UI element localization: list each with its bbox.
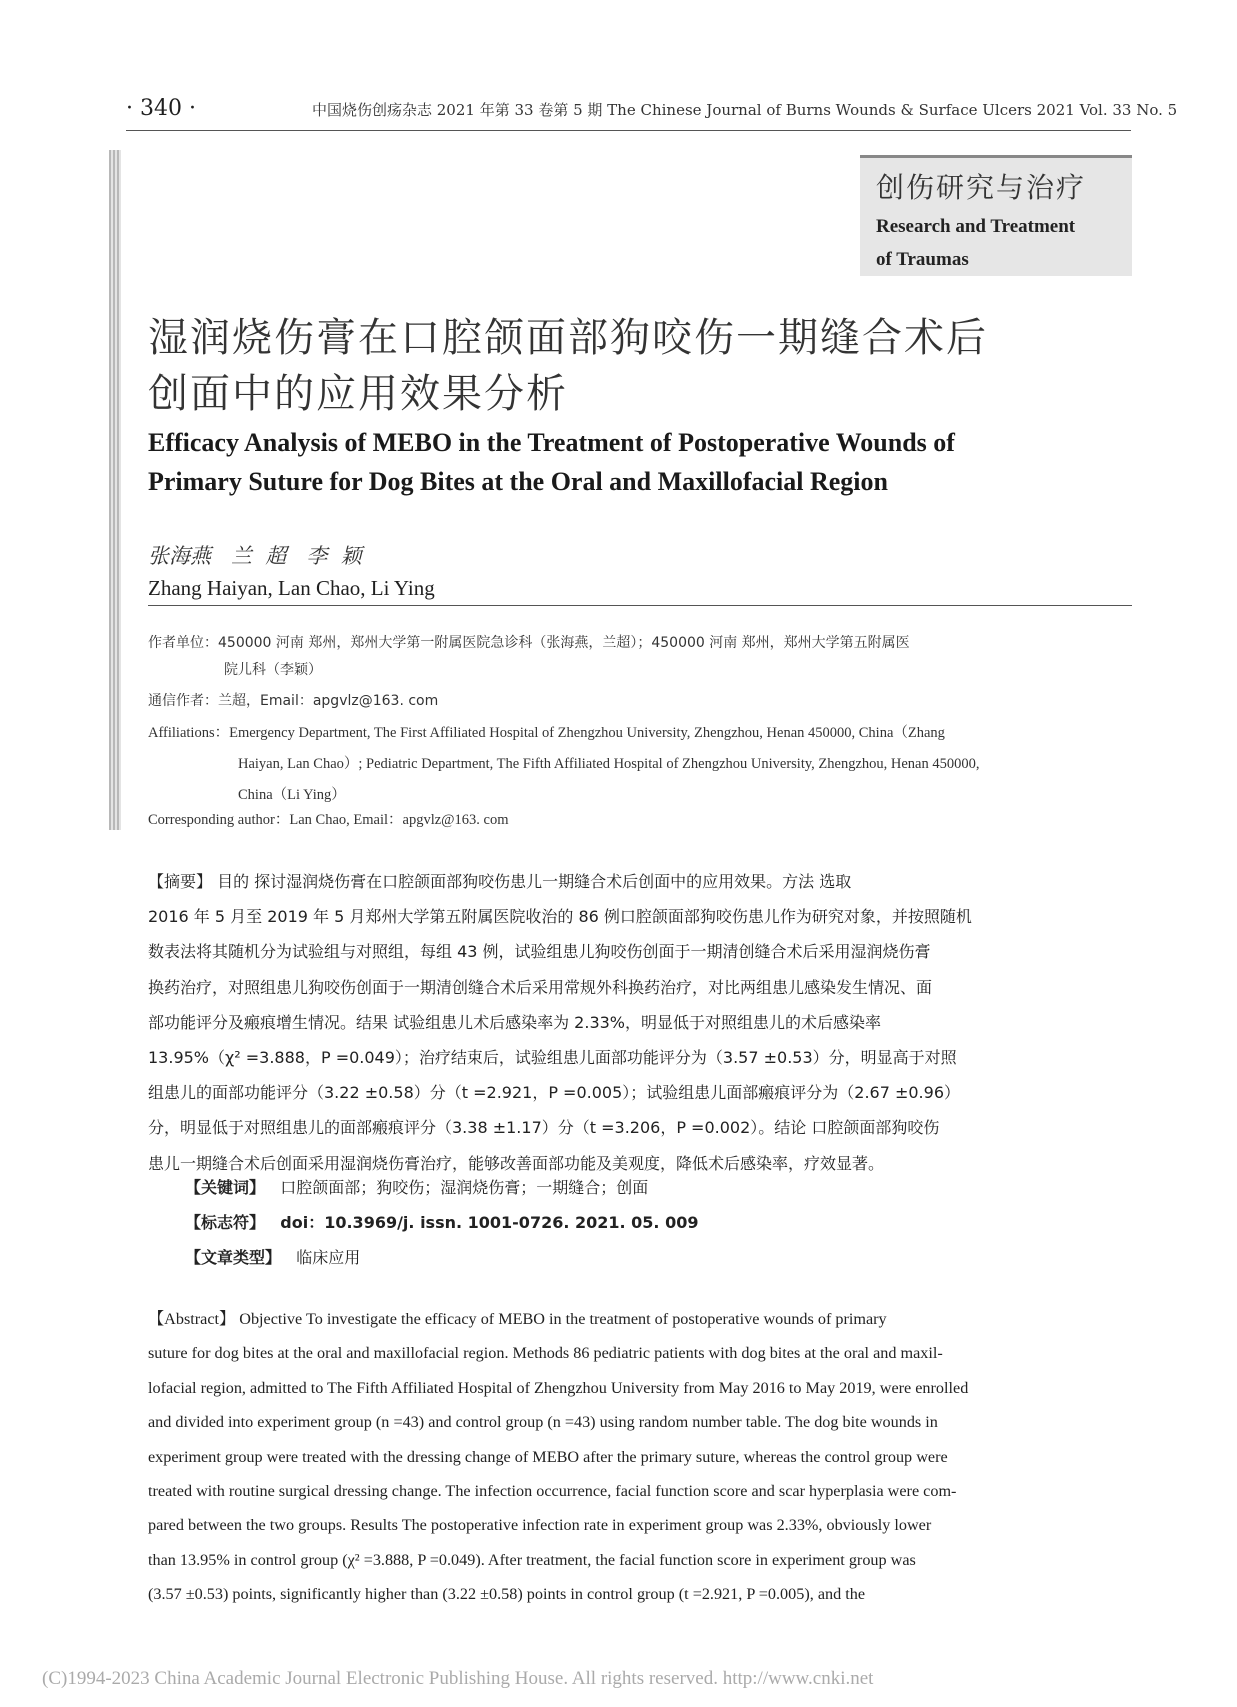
abstract-en-line: than 13.95% in control group (χ² =3.888, P =0.049). After treatment, the facial function score in experiment group was [148, 1550, 916, 1569]
section-label-en-line: of Traumas [876, 249, 969, 270]
article-type-label: 【文章类型】 [185, 1248, 282, 1267]
abstract-cn-line: 【摘要】 目的 探讨湿润烧伤膏在口腔颌面部狗咬伤患儿一期缝合术后创面中的应用效果。方法 选取 [148, 872, 852, 891]
doi-label: 【标志符】 [185, 1213, 266, 1232]
abstract-en-line: (3.57 ±0.53) points, significantly higher than (3.22 ±0.58) points in control group (t =2.921, P =0.005), and the [148, 1585, 866, 1604]
abstract-en [148, 1302, 1133, 1612]
copyright-footer: (C)1994-2023 China Academic Journal Electronic Publishing House. All rights reserved. http://www.cnki.net [42, 1668, 874, 1689]
running-header: 中国烧伤创疡杂志 2021 年第 33 卷第 5 期 The Chinese Journal of Burns Wounds & Surface Ulcers 2021 Vol. 33 No. 5 [312, 101, 1178, 119]
affiliation-en: Affiliations：Emergency Department, The First Affiliated Hospital of Zhengzhou University, Zhengzhou, Henan 450000, China（Zhang [148, 725, 945, 741]
abstract-cn-line: 部功能评分及瘢痕增生情况。结果 试验组患儿术后感染率为 2.33%，明显低于对照组患儿的术后感染率 [148, 1012, 882, 1032]
abstract-en-line: 【Abstract】 Objective To investigate the efficacy of MEBO in the treatment of postoperative wounds of primary [148, 1310, 887, 1328]
section-label-en [876, 210, 1126, 276]
keywords: 口腔颌面部；狗咬伤；湿润烧伤膏；一期缝合；创面 [280, 1178, 649, 1197]
abstract-en-line: and divided into experiment group (n =43) and control group (n =43) using random number table. The dog bite wounds in [148, 1413, 938, 1432]
abstract-cn-line: 13.95%（χ² =3.888，P =0.049）；治疗结束后，试验组患儿面部功能评分为（3.57 ±0.53）分，明显高于对照 [148, 1048, 957, 1068]
abstract-en-line: treated with routine surgical dressing change. The infection occurrence, facial function score and scar hyperplasia were com- [148, 1482, 957, 1501]
abstract-cn-line: 数表法将其随机分为试验组与对照组，每组 43 例，试验组患儿狗咬伤创面于一期清创缝合术后采用湿润烧伤膏 [148, 942, 931, 962]
title-en [148, 423, 1128, 501]
abstract-en-line: pared between the two groups. Results The postoperative infection rate in experiment group was 2.33%, obviously lower [148, 1516, 932, 1535]
title-cn [148, 310, 1098, 422]
corresponding-author-cn: 通信作者：兰超，Email：apgvlz@163. com [148, 693, 439, 709]
article-type-line [185, 1245, 360, 1268]
abstract-en-line: suture for dog bites at the oral and maxillofacial region. Methods 86 pediatric patients with dog bites at the oral and maxil- [148, 1344, 943, 1363]
header-rule [126, 130, 1131, 131]
abstract-cn-line: 组患儿的面部功能评分（3.22 ±0.58）分（t =2.921，P =0.005）；试验组患儿面部瘢痕评分为（2.67 ±0.96） [148, 1083, 961, 1103]
affiliation-cn: 作者单位：450000 河南 郑州，郑州大学第一附属医院急诊科（张海燕，兰超）；450000 河南 郑州，郑州大学第五附属医 [148, 635, 910, 651]
title-en-line: Primary Suture for Dog Bites at the Oral and Maxillofacial Region [148, 467, 888, 496]
article-type: 临床应用 [296, 1248, 361, 1267]
decorative-side-bar [109, 150, 121, 830]
authors-cn: 张海燕 兰 超 李 颖 [148, 544, 362, 568]
abstract-en-line: lofacial region, admitted to The Fifth Affiliated Hospital of Zhengzhou University from May 2016 to May 2019, were enrolled [148, 1378, 969, 1397]
author-rule [148, 605, 1132, 606]
affiliation-en: China（Li Ying） [238, 787, 346, 803]
abstract-cn [148, 864, 1088, 1181]
corresponding-author-en: Corresponding author：Lan Chao, Email：apgvlz@163. com [148, 812, 509, 828]
abstract-cn-line: 换药治疗，对照组患儿狗咬伤创面于一期清创缝合术后采用常规外科换药治疗，对比两组患儿感染发生情况、面 [148, 977, 933, 997]
title-en-line: Efficacy Analysis of MEBO in the Treatment of Postoperative Wounds of [148, 428, 955, 457]
abstract-cn-line: 患儿一期缝合术后创面采用湿润烧伤膏治疗，能够改善面部功能及美观度，降低术后感染率，疗效显著。 [148, 1153, 885, 1173]
title-cn-line: 湿润烧伤膏在口腔颌面部狗咬伤一期缝合术后 [148, 315, 988, 361]
abstract-cn-line: 分，明显低于对照组患儿的面部瘢痕评分（3.38 ±1.17）分（t =3.206，P =0.002）。结论 口腔颌面部狗咬伤 [148, 1118, 940, 1138]
affiliation-cn: 院儿科（李颖） [224, 662, 322, 678]
abstract-en-line: experiment group were treated with the dressing change of MEBO after the primary suture, whereas the control group were [148, 1447, 948, 1466]
section-label-cn: 创伤研究与治疗 [876, 171, 1087, 204]
affiliation-en: Haiyan, Lan Chao）; Pediatric Department, The Fifth Affiliated Hospital of Zhengzhou University, Zhengzhou, Henan 450000, [238, 756, 980, 772]
abstract-cn-line: 2016 年 5 月至 2019 年 5 月郑州大学第五附属医院收治的 86 例口腔颌面部狗咬伤患儿作为研究对象，并按照随机 [148, 907, 972, 927]
keywords-label: 【关键词】 [185, 1178, 266, 1197]
doi: doi：10.3969/j. issn. 1001-0726. 2021. 05. 009 [280, 1213, 699, 1232]
keywords-line [185, 1175, 648, 1198]
page-number: · 340 · [126, 96, 196, 121]
doi-line [185, 1210, 698, 1233]
authors-en: Zhang Haiyan, Lan Chao, Li Ying [148, 576, 435, 600]
title-cn-line: 创面中的应用效果分析 [148, 371, 568, 417]
section-label-en-line: Research and Treatment [876, 216, 1076, 237]
